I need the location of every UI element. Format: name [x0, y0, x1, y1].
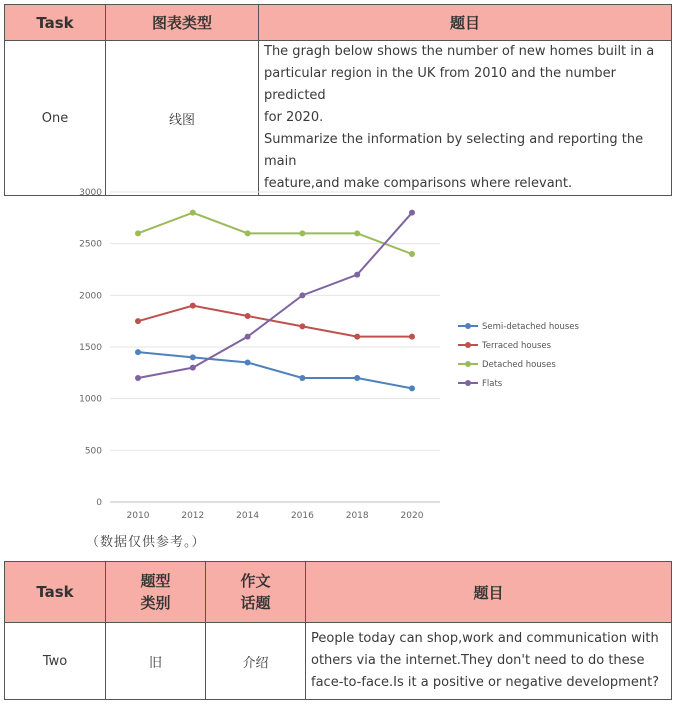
x-tick-label: 2020 [400, 511, 424, 521]
header-line: 类别 [140, 594, 171, 612]
essay-topic: 介绍 [206, 623, 306, 700]
task-header: Task [5, 5, 106, 41]
data-point [409, 251, 415, 257]
task-one-row [5, 41, 672, 196]
question-line: face-to-face.Is it a positive or negative development? [311, 675, 660, 690]
data-point [190, 303, 196, 309]
data-point [354, 375, 360, 381]
series-line [138, 306, 412, 337]
y-tick-label: 0 [96, 498, 102, 508]
chart-type-header: 图表类型 [106, 5, 259, 41]
legend-marker [465, 342, 471, 348]
header-line: 题型 [140, 572, 171, 590]
data-point [409, 385, 415, 391]
data-point [299, 375, 305, 381]
x-tick-label: 2012 [181, 511, 205, 521]
data-point [299, 292, 305, 298]
data-point [409, 210, 415, 216]
data-point [299, 323, 305, 329]
question-line: The gragh below shows the number of new homes built in a [264, 44, 655, 59]
data-point [409, 334, 415, 340]
question-line: others via the internet.They don't need to do these [311, 653, 645, 668]
x-tick-label: 2010 [126, 511, 150, 521]
data-point [245, 334, 251, 340]
y-tick-label: 3000 [79, 188, 102, 198]
task-one-table [4, 4, 672, 196]
data-point [245, 313, 251, 319]
data-point [135, 375, 141, 381]
data-point [190, 365, 196, 371]
question-header: 题目 [259, 5, 672, 41]
data-point [190, 210, 196, 216]
data-note: （数据仅供参考。） [86, 535, 206, 550]
question-header: 题目 [306, 562, 672, 623]
data-point [299, 230, 305, 236]
question-line: particular region in the UK from 2010 and the number predicted [264, 66, 616, 103]
legend-label: Semi-detached houses [482, 322, 579, 332]
y-tick-label: 2500 [79, 239, 102, 250]
legend-marker [465, 380, 471, 386]
data-point [135, 230, 141, 236]
header-line: 作文 [240, 572, 271, 590]
task-two-header-row [5, 562, 672, 623]
chart-type: 线图 [106, 41, 259, 196]
header-line: 话题 [240, 594, 271, 612]
data-point [135, 318, 141, 324]
task-header: Task [5, 562, 106, 623]
legend-marker [465, 361, 471, 367]
data-point [245, 230, 251, 236]
chart-legend [458, 322, 580, 389]
legend-label: Flats [482, 379, 503, 389]
data-point [135, 349, 141, 355]
question-type: 旧 [106, 623, 206, 700]
series-line [138, 213, 412, 254]
data-point [354, 230, 360, 236]
line-chart [70, 178, 605, 528]
chart-series [135, 210, 415, 392]
data-point [354, 272, 360, 278]
question-text [306, 623, 672, 700]
data-point [354, 334, 360, 340]
legend-label: Detached houses [482, 360, 556, 370]
task-number: One [5, 41, 106, 196]
essay-topic-header [206, 562, 306, 623]
task-two-table [4, 561, 672, 700]
question-text [259, 41, 672, 196]
task-two-row [5, 623, 672, 700]
data-point [245, 360, 251, 366]
question-line: Summarize the information by selecting and reporting the main [264, 132, 644, 169]
task-number: Two [5, 623, 106, 700]
task-one-header-row [5, 5, 672, 41]
question-type-header [106, 562, 206, 623]
y-tick-label: 1500 [79, 343, 102, 353]
y-tick-label: 2000 [79, 291, 102, 302]
question-line: feature,and make comparisons where relevant. [264, 176, 573, 191]
data-point [190, 354, 196, 360]
question-line: People today can shop,work and communication with [311, 631, 659, 646]
y-axis-ticks [79, 188, 102, 508]
legend-marker [465, 323, 471, 329]
x-axis-ticks [127, 511, 424, 521]
y-tick-label: 500 [84, 446, 102, 457]
legend-label: Terraced houses [482, 341, 552, 351]
x-tick-label: 2016 [290, 511, 314, 521]
y-tick-label: 1000 [79, 394, 102, 405]
question-line: for 2020. [264, 110, 324, 125]
x-tick-label: 2014 [236, 511, 260, 521]
x-tick-label: 2018 [345, 511, 369, 521]
